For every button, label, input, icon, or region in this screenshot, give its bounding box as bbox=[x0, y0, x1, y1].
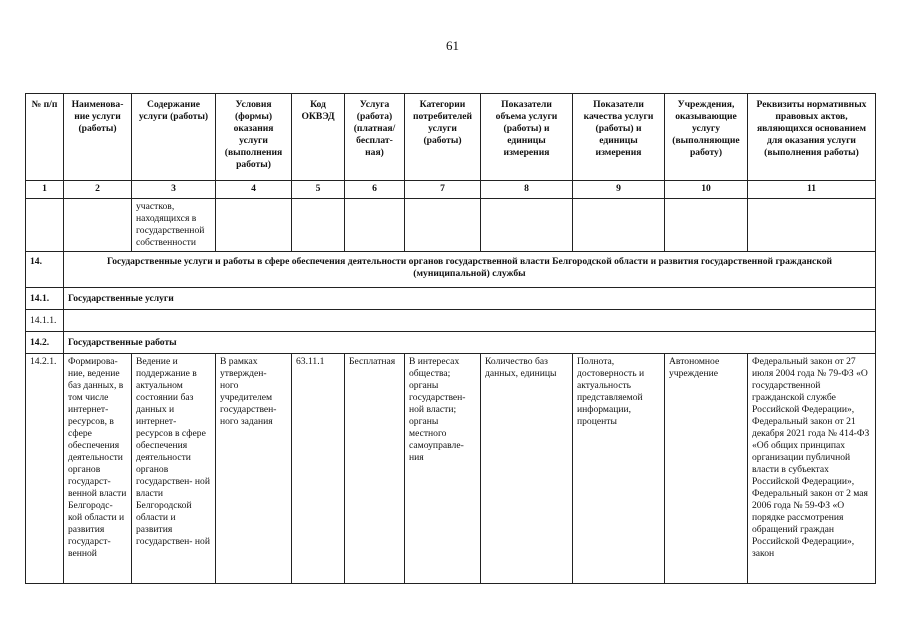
page-number: 61 bbox=[446, 38, 459, 53]
empty-cell bbox=[405, 199, 481, 252]
subsection-title: Государственные работы bbox=[64, 332, 876, 354]
header-cell: Наименова- ние услуги (работы) bbox=[64, 94, 132, 181]
section-row bbox=[26, 252, 876, 288]
row-number: 14.2.1. bbox=[26, 354, 64, 584]
column-number: 1 bbox=[26, 181, 64, 199]
header-cell: Содержание услуги (работы) bbox=[132, 94, 216, 181]
header-cell: Показатели качества услуги (работы) и единицы измерения bbox=[573, 94, 665, 181]
institution: Автономное учреждение bbox=[665, 354, 748, 584]
column-number-row bbox=[26, 181, 876, 199]
consumer-categories: В интересах общества; органы государствен- ной власти; органы местного самоуправле- ния bbox=[405, 354, 481, 584]
column-number: 2 bbox=[64, 181, 132, 199]
quality-indicators: Полнота, достоверность и актуальность представляемой информации, проценты bbox=[573, 354, 665, 584]
header-cell: Категории потребителей услуги (работы) bbox=[405, 94, 481, 181]
section-title: Государственные услуги и работы в сфере обеспечения деятельности органов государственной власти Белгородской области и развития государственной гражданской (муниципальной) службы bbox=[64, 252, 876, 288]
service-content: Ведение и поддержание в актуальном состоянии баз данных и интернет- ресурсов в сфере обеспечения деятельности органов государствен- ной власти Белгородской области и развития государствен- ной bbox=[132, 354, 216, 584]
column-number: 8 bbox=[481, 181, 573, 199]
paid-status: Бесплатная bbox=[345, 354, 405, 584]
item-number: 14.1.1. bbox=[26, 310, 64, 332]
service-name: Формирова- ние, ведение баз данных, в том числе интернет- ресурсов, в сфере обеспечения деятельности органов государст- венной власти Белгородс- кой области и развития государст- венной bbox=[64, 354, 132, 584]
column-number: 3 bbox=[132, 181, 216, 199]
empty-cell bbox=[64, 199, 132, 252]
empty-cell bbox=[345, 199, 405, 252]
empty-cell bbox=[292, 199, 345, 252]
volume-indicators: Количество баз данных, единицы bbox=[481, 354, 573, 584]
column-number: 9 bbox=[573, 181, 665, 199]
column-number: 5 bbox=[292, 181, 345, 199]
subsection-title: Государственные услуги bbox=[64, 288, 876, 310]
subsection-number: 14.1. bbox=[26, 288, 64, 310]
legal-acts: Федеральный закон от 27 июля 2004 года № 79-ФЗ «О государственной гражданской службе Российской Федерации», Федеральный закон от 21 декабря 2021 года № 414-ФЗ «Об общих принципах организации публичной власти в субъектах Российской Федерации», Федеральный закон от 2 мая 2006 года № 59-ФЗ «О порядке рассмотрения обращений граждан Российской Федерации», закон bbox=[748, 354, 876, 584]
continuation-text: участков, находящихся в государственной собственности bbox=[132, 199, 216, 252]
subsection-number: 14.2. bbox=[26, 332, 64, 354]
empty-cell bbox=[665, 199, 748, 252]
service-conditions: В рамках утвержден- ного учредителем государствен- ного задания bbox=[216, 354, 292, 584]
column-number: 10 bbox=[665, 181, 748, 199]
empty-cell bbox=[481, 199, 573, 252]
continuation-row bbox=[26, 199, 876, 252]
header-cell: Код ОКВЭД bbox=[292, 94, 345, 181]
okved-code: 63.11.1 bbox=[292, 354, 345, 584]
column-number: 11 bbox=[748, 181, 876, 199]
section-number: 14. bbox=[26, 252, 64, 288]
header-cell: № п/п bbox=[26, 94, 64, 181]
empty-cell bbox=[748, 199, 876, 252]
services-register-table bbox=[25, 93, 876, 584]
services-subsection-row bbox=[26, 288, 876, 310]
header-cell: Услуга (работа) (платная/ бесплат- ная) bbox=[345, 94, 405, 181]
header-cell: Учреждения, оказывающие услугу (выполняющие работу) bbox=[665, 94, 748, 181]
services-item-row bbox=[26, 310, 876, 332]
empty-cell bbox=[26, 199, 64, 252]
empty-cell bbox=[64, 310, 876, 332]
empty-cell bbox=[573, 199, 665, 252]
works-subsection-row bbox=[26, 332, 876, 354]
table-row bbox=[26, 354, 876, 584]
header-cell: Условия (формы) оказания услуги (выполнения работы) bbox=[216, 94, 292, 181]
header-row bbox=[26, 94, 876, 181]
header-cell: Реквизиты нормативных правовых актов, являющихся основанием для оказания услуги (выполнения работы) bbox=[748, 94, 876, 181]
empty-cell bbox=[216, 199, 292, 252]
column-number: 4 bbox=[216, 181, 292, 199]
column-number: 6 bbox=[345, 181, 405, 199]
column-number: 7 bbox=[405, 181, 481, 199]
header-cell: Показатели объема услуги (работы) и единицы измерения bbox=[481, 94, 573, 181]
